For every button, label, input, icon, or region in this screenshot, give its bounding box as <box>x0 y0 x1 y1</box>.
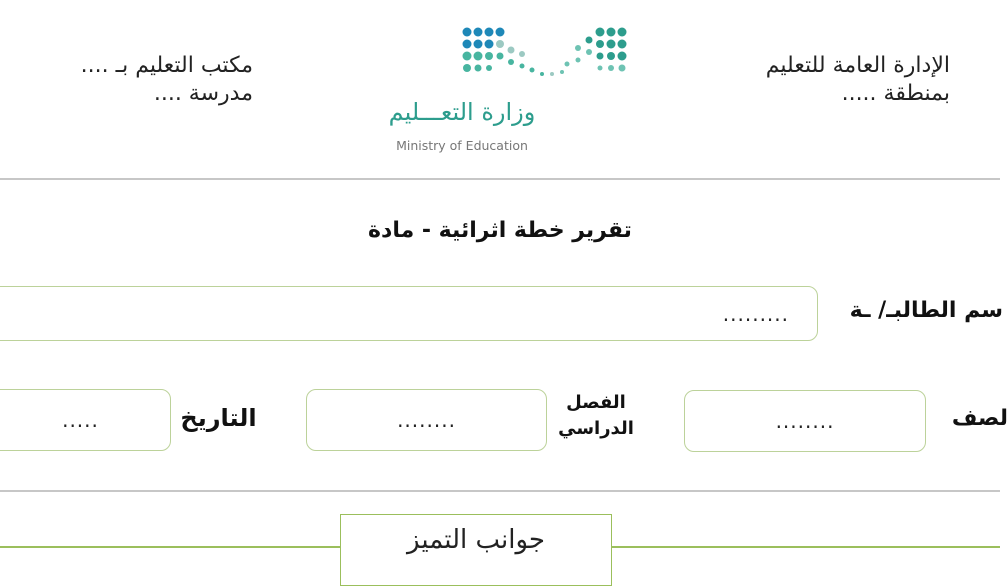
report-title: تقرير خطة اثرائية - مادة <box>368 218 632 243</box>
general-administration-label: الإدارة العامة للتعليم <box>765 53 950 78</box>
education-office-label: مكتب التعليم بـ .... <box>80 53 253 78</box>
section-line-right <box>612 546 1000 548</box>
ministry-logo <box>372 24 632 164</box>
date-field[interactable]: ..... <box>0 389 171 451</box>
student-name-field[interactable]: ......... <box>0 286 818 341</box>
section-title-box <box>340 514 612 586</box>
semester-field[interactable]: ........ <box>306 389 547 451</box>
date-label: التاريخ <box>180 404 257 432</box>
ministry-logo-icon <box>372 24 637 94</box>
header-right-block <box>766 52 950 108</box>
excellence-aspects-title: جوانب التميز <box>407 525 545 555</box>
logo-arabic-text: وزارة التعـــليم <box>388 98 536 126</box>
class-label: لصف <box>951 406 1008 431</box>
semester-label-line2: الدراسي <box>558 418 634 439</box>
section-line-left <box>0 546 340 548</box>
region-label: بمنطقة ..... <box>841 81 950 106</box>
header-divider <box>0 178 1000 180</box>
form-divider <box>0 490 1000 492</box>
semester-label <box>556 390 636 442</box>
header-left-block <box>48 52 253 108</box>
logo-english-text: Ministry of Education <box>396 138 528 153</box>
student-name-label: سم الطالبـ/ ـة <box>849 298 1003 323</box>
school-label: مدرسة .... <box>153 81 253 106</box>
class-field[interactable]: ........ <box>684 390 926 452</box>
semester-label-line1: الفصل <box>566 392 626 413</box>
